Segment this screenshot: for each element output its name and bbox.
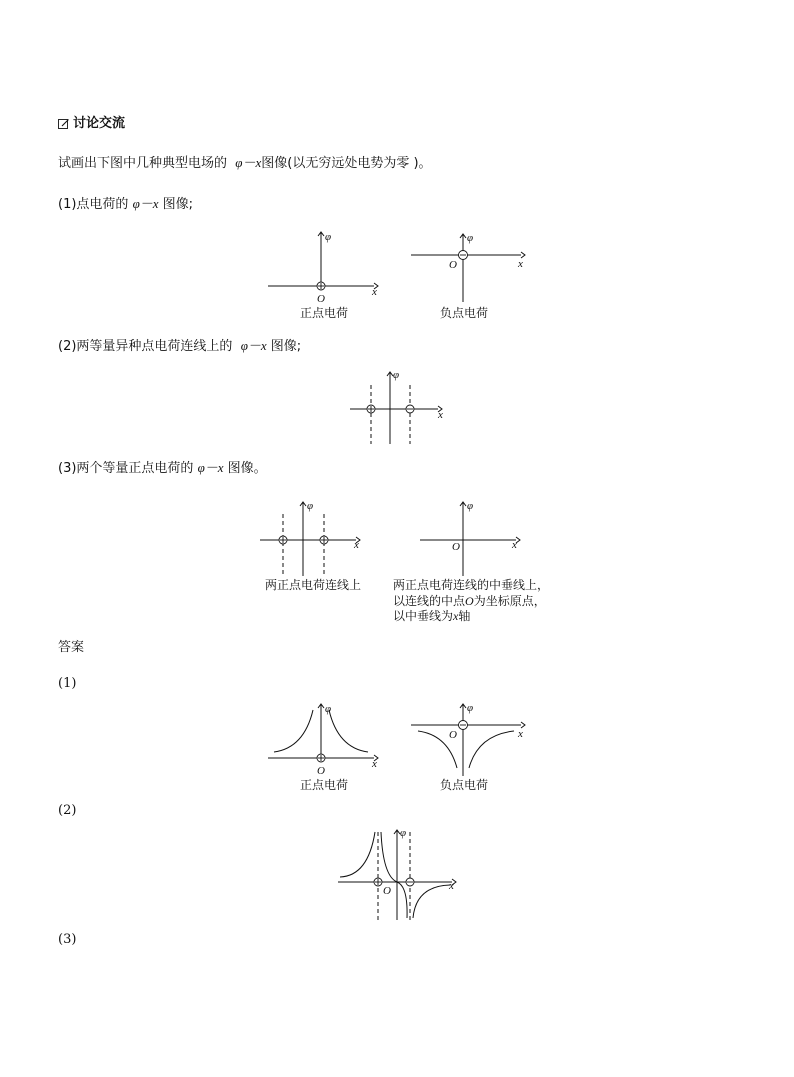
svg-text:φ: φ bbox=[393, 369, 400, 381]
two-positive-line-axes bbox=[258, 500, 368, 578]
question-2: (2)两等量异种点电荷连线上的 φ－x 图像; bbox=[58, 338, 302, 354]
prompt-line: 试画出下图中几种典型电场的 φ－x图像(以无穷远处电势为零 )。 bbox=[58, 155, 432, 171]
svg-text:O: O bbox=[449, 259, 457, 271]
svg-text:x: x bbox=[512, 539, 517, 551]
svg-text:x: x bbox=[518, 728, 523, 740]
caption-positive: 正点电荷 bbox=[300, 306, 349, 320]
answer-2-label: (2) bbox=[58, 803, 77, 818]
origin-label: O bbox=[317, 293, 325, 305]
caption-bisector-1: 两正点电荷连线的中垂线上， bbox=[393, 578, 550, 592]
answer-opposite-curve bbox=[336, 826, 466, 922]
opposite-charges-axes bbox=[348, 370, 448, 446]
svg-text:φ: φ bbox=[400, 827, 407, 839]
positive-charge-axes bbox=[266, 228, 386, 308]
caption-bisector-3: 以中垂线为x轴 bbox=[393, 609, 471, 623]
edit-icon bbox=[58, 118, 70, 130]
caption-two-positive-line: 两正点电荷连线上 bbox=[265, 578, 362, 592]
svg-text:O: O bbox=[449, 729, 457, 741]
section-title: 讨论交流 bbox=[73, 116, 126, 131]
svg-text:x: x bbox=[518, 258, 523, 270]
svg-text:x: x bbox=[438, 409, 443, 421]
caption-answer-positive: 正点电荷 bbox=[300, 778, 349, 792]
svg-text:O: O bbox=[317, 765, 325, 777]
svg-text:O: O bbox=[452, 541, 460, 553]
answer-positive-curve bbox=[266, 700, 386, 780]
answer-3-label: (3) bbox=[58, 932, 77, 947]
svg-text:x: x bbox=[372, 758, 377, 770]
caption-negative: 负点电荷 bbox=[440, 306, 489, 320]
phi-label: φ bbox=[325, 231, 332, 243]
x-label: x bbox=[372, 286, 377, 298]
answer-title: 答案 bbox=[58, 640, 85, 655]
svg-text:x: x bbox=[449, 880, 454, 892]
question-1: (1)点电荷的 φ－x 图像; bbox=[58, 196, 194, 212]
answer-negative-curve bbox=[408, 700, 533, 780]
svg-text:φ: φ bbox=[467, 500, 474, 512]
svg-text:φ: φ bbox=[307, 500, 314, 512]
caption-bisector-2: 以连线的中点O为坐标原点， bbox=[393, 594, 546, 608]
answer-1-label: (1) bbox=[58, 676, 77, 691]
svg-text:φ: φ bbox=[467, 232, 474, 244]
svg-text:x: x bbox=[354, 539, 359, 551]
svg-text:φ: φ bbox=[467, 702, 474, 714]
negative-charge-axes bbox=[408, 230, 533, 305]
bisector-axes bbox=[418, 500, 528, 578]
svg-text:φ: φ bbox=[325, 703, 332, 715]
question-3: (3)两个等量正点电荷的 φ－x 图像。 bbox=[58, 460, 267, 476]
svg-text:O: O bbox=[383, 885, 391, 897]
caption-answer-negative: 负点电荷 bbox=[440, 778, 489, 792]
